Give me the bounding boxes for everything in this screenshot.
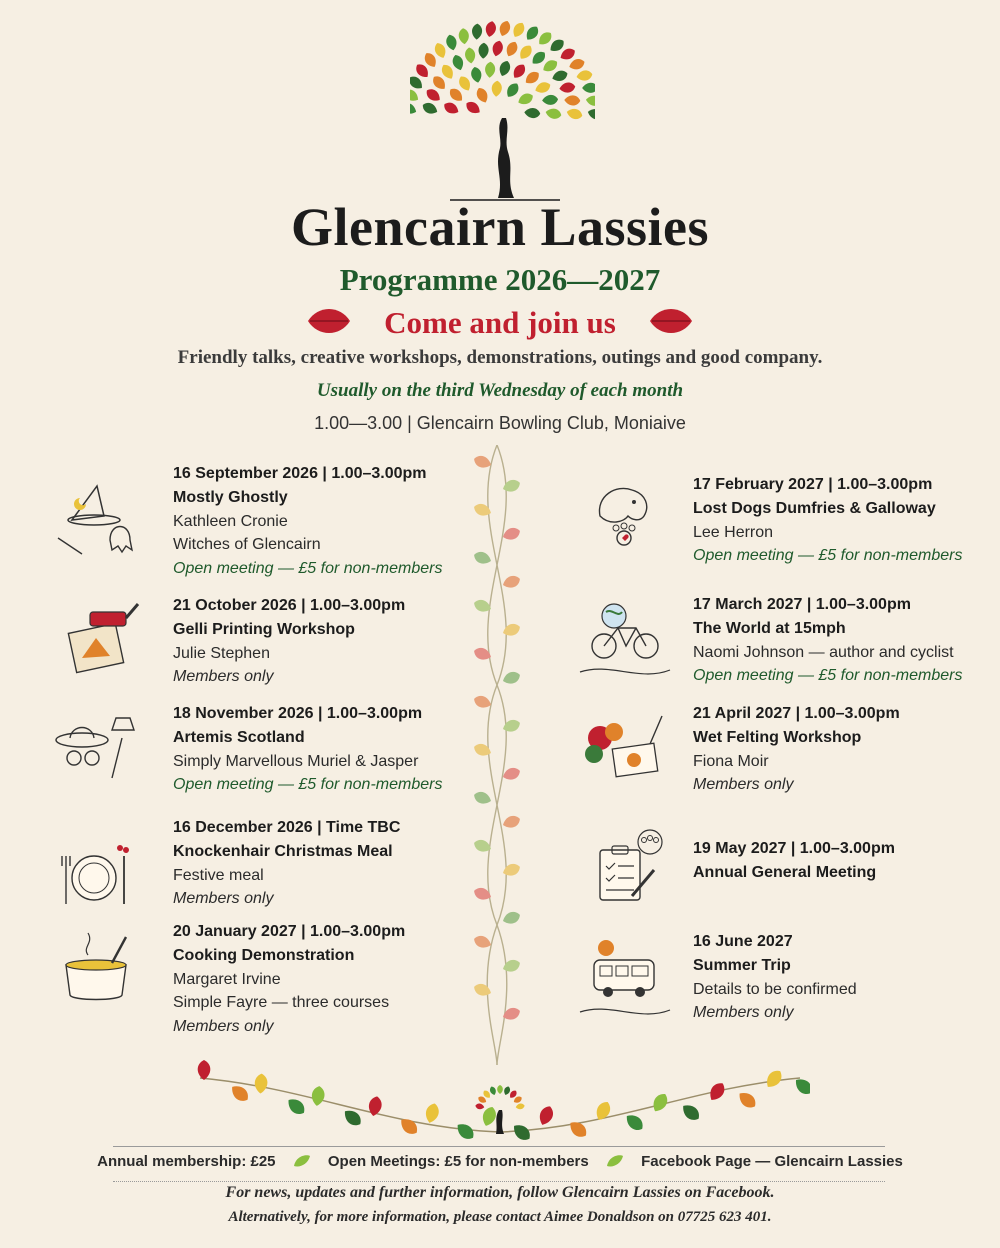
event-access-note: Open meeting — £5 for non-members xyxy=(693,667,963,685)
tree-logo-icon xyxy=(410,18,595,203)
tree-leaf xyxy=(564,95,581,106)
tree-leaf xyxy=(542,94,559,105)
tree-leaf xyxy=(566,107,584,121)
tree-leaf xyxy=(464,99,483,116)
event-date: 16 December 2026 | Time TBC xyxy=(173,819,401,836)
tree-leaf xyxy=(451,53,466,71)
garland-leaf xyxy=(763,1067,785,1091)
vine-leaf xyxy=(501,814,522,831)
facebook-page: Facebook Page — Glencairn Lassies xyxy=(641,1153,903,1170)
event-access-note: Open meeting — £5 for non-members xyxy=(693,547,963,565)
garland-leaf xyxy=(285,1095,308,1118)
event-date: 20 January 2027 | 1.00–3.00pm xyxy=(173,923,406,940)
vine-leaf xyxy=(501,574,522,591)
tree-leaf xyxy=(582,83,595,93)
hat-glasses-icon xyxy=(42,708,152,798)
garland-leaf xyxy=(228,1082,251,1105)
tree-leaf xyxy=(523,69,542,87)
event-speaker: Lee Herron xyxy=(693,523,774,541)
bicycle-globe-icon xyxy=(570,596,680,686)
tree-leaf xyxy=(524,107,541,118)
event-date: 19 May 2027 | 1.00–3.00pm xyxy=(693,840,895,857)
vine-leaf xyxy=(472,790,493,807)
tree-leaf xyxy=(523,24,541,43)
garland-leaf xyxy=(198,1060,211,1080)
vine-leaf xyxy=(501,478,522,495)
event-date: 17 February 2027 | 1.00–3.00pm xyxy=(693,476,933,493)
event-access-note: Members only xyxy=(693,776,794,794)
join-heading: Come and join us xyxy=(384,305,616,340)
event-speaker: Kathleen Cronie xyxy=(173,512,288,530)
event-date: 16 September 2026 | 1.00–3.00pm xyxy=(173,465,427,482)
event-speaker: Naomi Johnson — author and cyclist xyxy=(693,643,954,661)
tree-leaf xyxy=(447,86,465,104)
red-leaf-icon xyxy=(648,305,694,337)
membership-fee: Annual membership: £25 xyxy=(97,1153,276,1170)
event-title: Lost Dogs Dumfries & Galloway xyxy=(693,499,936,517)
tree-leaf xyxy=(485,61,496,78)
event-date: 21 October 2026 | 1.00–3.00pm xyxy=(173,597,406,614)
vine-divider xyxy=(455,445,540,1065)
leaf-garland xyxy=(190,1048,810,1140)
clipboard-meeting-icon xyxy=(570,826,680,916)
tree-leaf xyxy=(442,100,461,116)
tree-leaf xyxy=(433,41,449,60)
tree-leaf xyxy=(541,58,560,75)
event-speaker: Fiona Moir xyxy=(693,752,769,770)
garland-leaf xyxy=(254,1073,268,1094)
footer-info xyxy=(0,1153,1000,1170)
vine-leaf xyxy=(472,934,493,951)
green-leaf-icon xyxy=(605,1154,625,1168)
tree-leaf xyxy=(510,62,528,81)
event-title: Gelli Printing Workshop xyxy=(173,620,355,638)
tree-leaf xyxy=(458,28,470,45)
event-detail: Festive meal xyxy=(173,866,264,884)
event-access-note: Open meeting — £5 for non-members xyxy=(173,776,443,794)
vine-leaf xyxy=(472,550,493,567)
tree-leaf xyxy=(516,91,535,107)
tree-leaf xyxy=(551,69,569,84)
tree-leaf xyxy=(559,82,576,94)
cooking-pot-icon xyxy=(42,925,152,1015)
mini-tree-trunk xyxy=(496,1110,504,1134)
tree-leaf xyxy=(504,81,521,100)
garland-leaf xyxy=(736,1089,759,1112)
tree-leaf xyxy=(517,43,535,62)
venue-time: 1.00—3.00 | Glencairn Bowling Club, Moniaive xyxy=(314,413,686,433)
tree-leaf xyxy=(464,47,476,64)
paint-roller-print-icon xyxy=(42,598,152,688)
page-title: Glencairn Lassies xyxy=(290,197,709,257)
vine-leaf xyxy=(501,862,522,879)
open-meetings-fee: Open Meetings: £5 for non-members xyxy=(327,1153,589,1170)
event-detail: Details to be confirmed xyxy=(693,980,857,998)
tree-leaf xyxy=(470,66,483,84)
meeting-schedule: Usually on the third Wednesday of each month xyxy=(316,380,684,401)
event-title: Annual General Meeting xyxy=(693,863,877,881)
tree-leaf xyxy=(410,87,421,104)
event-access-note: Members only xyxy=(693,1004,794,1022)
mini-tree-leaf xyxy=(497,1085,503,1094)
event-title: The World at 15mph xyxy=(693,619,846,637)
tree-leaf xyxy=(504,40,520,59)
tree-leaf xyxy=(491,40,505,58)
christmas-plate-icon xyxy=(42,830,152,920)
mini-tree-leaf xyxy=(503,1086,511,1096)
footer-divider xyxy=(113,1146,885,1147)
tree-leaf xyxy=(410,101,418,117)
contact-note: Alternatively, for more information, please contact Aimee Donaldson on 07725 623 401. xyxy=(228,1209,772,1225)
vine-leaf xyxy=(501,622,522,639)
tree-leaf xyxy=(586,107,595,121)
garland-leaf xyxy=(423,1102,440,1125)
tree-leaf xyxy=(576,69,594,82)
event-speaker: Julie Stephen xyxy=(173,644,270,662)
vine-leaf xyxy=(501,958,522,975)
event-title: Summer Trip xyxy=(693,956,791,974)
tree-leaf xyxy=(585,95,595,107)
tree-leaf xyxy=(472,23,483,39)
tree-leaf xyxy=(445,33,459,51)
tree-leaf xyxy=(456,74,473,93)
event-title: Knockenhair Christmas Meal xyxy=(173,842,393,860)
event-title: Mostly Ghostly xyxy=(173,488,288,506)
tree-leaf xyxy=(484,20,497,38)
dog-paw-icon xyxy=(570,476,680,566)
vine-leaf xyxy=(472,742,493,759)
garland-leaf xyxy=(706,1080,728,1104)
garland-leaf xyxy=(623,1111,646,1134)
tree-leaf xyxy=(534,80,553,95)
event-date: 17 March 2027 | 1.00–3.00pm xyxy=(693,596,911,613)
event-access-note: Members only xyxy=(173,1018,274,1036)
event-access-note: Members only xyxy=(173,668,274,686)
programme-years: Programme 2026—2027 xyxy=(339,262,661,297)
mini-tree-leaf xyxy=(475,1103,485,1110)
event-access-note: Open meeting — £5 for non-members xyxy=(173,560,443,578)
tree-leaf xyxy=(510,20,527,39)
tree-leaf xyxy=(424,86,443,104)
event-title: Wet Felting Workshop xyxy=(693,728,862,746)
mini-tree-leaf xyxy=(515,1103,525,1110)
event-speaker: Margaret Irvine xyxy=(173,970,281,988)
garland-leaf xyxy=(536,1104,555,1127)
event-date: 18 November 2026 | 1.00–3.00pm xyxy=(173,705,423,722)
event-date: 21 April 2027 | 1.00–3.00pm xyxy=(693,705,900,722)
green-leaf-icon xyxy=(292,1154,312,1168)
footer-dotted-divider xyxy=(113,1181,885,1182)
event-detail: Witches of Glencairn xyxy=(173,536,321,554)
tree-leaf xyxy=(497,19,512,37)
tree-leaf xyxy=(478,42,489,59)
vine-leaf xyxy=(472,502,493,519)
vine-stem xyxy=(488,445,507,1065)
tree-leaf xyxy=(545,107,563,120)
tree-trunk xyxy=(498,118,514,198)
garland-leaf xyxy=(311,1085,326,1106)
tagline: Friendly talks, creative workshops, demonstrations, outings and good company. xyxy=(177,347,823,368)
vine-leaf xyxy=(472,982,493,999)
tree-leaf xyxy=(474,86,490,105)
event-title: Cooking Demonstration xyxy=(173,946,355,964)
mini-tree-leaf xyxy=(489,1086,497,1096)
tree-leaf xyxy=(421,100,440,116)
felt-flowers-icon xyxy=(570,708,680,798)
tree-leaf xyxy=(568,57,586,72)
vine-stem xyxy=(487,445,506,1065)
garland-leaf xyxy=(679,1101,702,1124)
tree-leaf xyxy=(491,80,502,97)
coach-bus-icon xyxy=(570,934,680,1024)
witch-hat-ghost-icon xyxy=(42,478,152,568)
vine-leaf xyxy=(501,670,522,687)
event-title: Artemis Scotland xyxy=(173,728,305,746)
event-speaker: Simply Marvellous Muriel & Jasper xyxy=(173,752,419,770)
vine-leaf xyxy=(501,910,522,927)
event-detail: Simple Fayre — three courses xyxy=(173,994,390,1012)
event-date: 16 June 2027 xyxy=(693,933,793,950)
facebook-follow-note: For news, updates and further information, follow Glencairn Lassies on Facebook. xyxy=(225,1184,775,1201)
vine-leaf xyxy=(501,718,522,735)
event-access-note: Members only xyxy=(173,890,274,908)
tree-leaf xyxy=(497,59,512,77)
